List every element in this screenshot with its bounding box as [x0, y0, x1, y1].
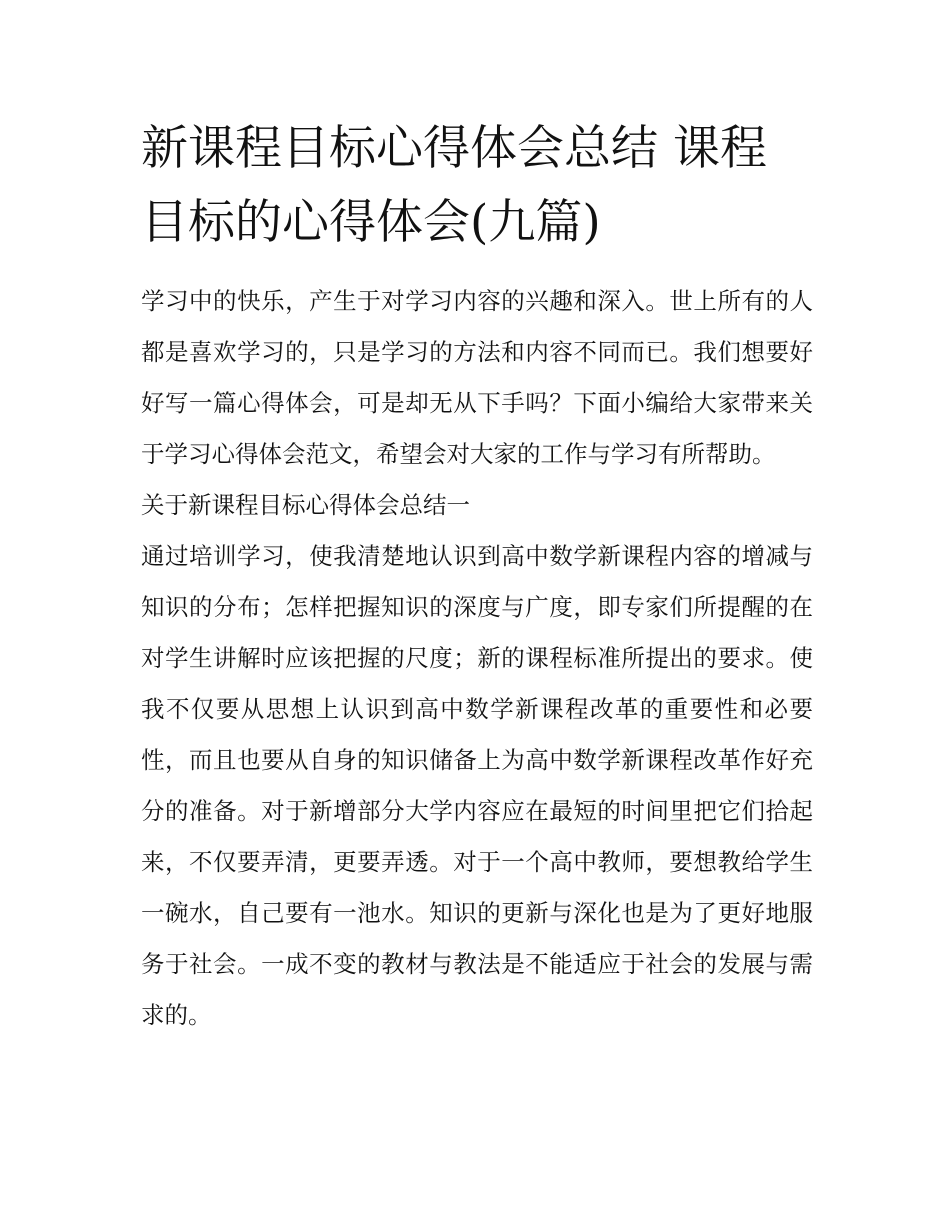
document-title: 新课程目标心得体会总结 课程目标的心得体会(九篇): [141, 121, 767, 250]
document-body: [141, 276, 813, 1041]
intro-paragraph: 学习中的快乐，产生于对学习内容的兴趣和深入。世上所有的人都是喜欢学习的，只是学习的方法和内容不同而已。我们想要好好写一篇心得体会，可是却无从下手吗？下面小编给大家带来关于学习心得体会范文，希望会对大家的工作与学习有所帮助。: [141, 287, 813, 468]
section-heading: 关于新课程目标心得体会总结一: [141, 491, 470, 519]
document-page: [141, 112, 813, 1041]
section-paragraph: 通过培训学习，使我清楚地认识到高中数学新课程内容的增减与知识的分布；怎样把握知识的深度与广度，即专家们所提醒的在对学生讲解时应该把握的尺度；新的课程标准所提出的要求。使我不仅要从思想上认识到高中数学新课程改革的重要性和必要性，而且也要从自身的知识储备上为高中数学新课程改革作好充分的准备。对于新增部分大学内容应在最短的时间里把它们拾起来，不仅要弄清，更要弄透。对于一个高中教师，要想教给学生一碗水，自己要有一池水。知识的更新与深化也是为了更好地服务于社会。一成不变的教材与教法是不能适应于社会的发展与需求的。: [141, 542, 813, 1029]
